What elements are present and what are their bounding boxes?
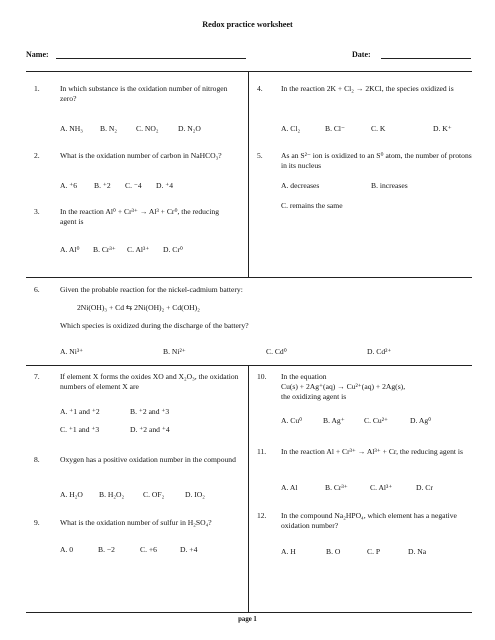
question-6-prompt: Which species is oxidized during the discharge of the battery? bbox=[60, 321, 249, 330]
option-c[interactable]: C. P bbox=[367, 547, 381, 556]
divider-top bbox=[26, 71, 472, 72]
name-field[interactable] bbox=[56, 58, 246, 59]
question-text: If element X forms the oxides XO and X₂O₃, the oxidation numbers of element X are bbox=[60, 372, 239, 392]
question-number: 11. bbox=[257, 447, 267, 456]
question-number: 8. bbox=[34, 455, 40, 464]
answer-options-11 bbox=[281, 483, 433, 493]
option-c[interactable]: C. NO₂ bbox=[136, 124, 159, 133]
option-a[interactable]: A. Cl₂ bbox=[281, 124, 301, 133]
page-number: page 1 bbox=[238, 616, 257, 623]
option-b[interactable]: B. O bbox=[326, 547, 341, 556]
answer-options-10 bbox=[281, 416, 431, 426]
page-title: Redox practice worksheet bbox=[202, 20, 293, 29]
question-number: 9. bbox=[34, 518, 40, 527]
option-b[interactable]: B. H₂O₂ bbox=[99, 490, 125, 499]
option-a[interactable]: A. Al bbox=[281, 483, 298, 492]
answer-options-4 bbox=[281, 124, 452, 134]
question-text: In the reaction Al + Cr³⁺ → Al³⁺ + Cr, the reducing agent is bbox=[281, 447, 463, 456]
option-d[interactable]: D. Na bbox=[408, 547, 427, 556]
option-d[interactable]: D. Cr⁰ bbox=[163, 245, 183, 254]
option-a[interactable]: A. decreases bbox=[281, 181, 320, 190]
answer-options-1 bbox=[60, 124, 201, 134]
option-d[interactable]: D. N₂O bbox=[178, 124, 201, 133]
option-b[interactable]: B. Cr³⁺ bbox=[325, 483, 348, 492]
question-number: 10. bbox=[257, 372, 267, 381]
question-text: What is the oxidation number of sulfur in H₂SO₄? bbox=[60, 518, 212, 527]
option-a[interactable]: A. H₂O bbox=[60, 490, 83, 499]
question-number: 4. bbox=[257, 84, 263, 93]
question-10 bbox=[257, 372, 467, 382]
option-b[interactable]: B. ⁺2 and ⁺3 bbox=[130, 407, 170, 416]
answer-options-9 bbox=[60, 545, 197, 555]
question-3 bbox=[34, 207, 230, 227]
answer-options-8 bbox=[60, 490, 205, 500]
date-field[interactable] bbox=[381, 58, 471, 59]
option-c[interactable]: C. ⁺1 and ⁺3 bbox=[60, 425, 100, 434]
option-c[interactable]: C. Al³⁺ bbox=[370, 483, 393, 492]
option-c[interactable]: C. Cd⁰ bbox=[266, 347, 287, 356]
question-9 bbox=[34, 518, 244, 528]
answer-options-7-row2 bbox=[60, 425, 170, 435]
question-number: 2. bbox=[34, 151, 40, 160]
option-b[interactable]: B. increases bbox=[371, 181, 408, 190]
option-a[interactable]: A. H bbox=[281, 547, 296, 556]
question-11 bbox=[257, 447, 463, 457]
question-text: As an S²⁻ ion is oxidized to an S⁰ atom, the number of protons in its nucleus bbox=[281, 151, 472, 171]
option-d[interactable]: D. IO₂ bbox=[185, 490, 205, 499]
option-b[interactable]: B. N₂ bbox=[100, 124, 117, 133]
option-d[interactable]: D. ⁺2 and ⁺4 bbox=[130, 425, 170, 434]
option-c[interactable]: C. OF₂ bbox=[143, 490, 165, 499]
answer-options-7-row1 bbox=[60, 407, 169, 417]
option-c[interactable]: C. ⁻4 bbox=[125, 181, 142, 190]
option-a[interactable]: A. ⁺6 bbox=[60, 181, 78, 190]
question-2 bbox=[34, 151, 224, 161]
question-text: In the equation bbox=[281, 372, 327, 381]
question-number: 6. bbox=[34, 285, 40, 294]
question-number: 7. bbox=[34, 372, 40, 381]
option-a[interactable]: A. Ni³⁺ bbox=[60, 347, 84, 356]
question-12 bbox=[257, 511, 472, 531]
question-number: 12. bbox=[257, 511, 267, 520]
question-number: 3. bbox=[34, 207, 40, 216]
option-d[interactable]: D. Ag⁰ bbox=[410, 416, 432, 425]
answer-options-5-row2 bbox=[281, 201, 343, 211]
option-b[interactable]: B. Ni²⁺ bbox=[163, 347, 186, 356]
column-divider-lower bbox=[248, 365, 249, 612]
question-number: 5. bbox=[257, 151, 263, 160]
option-c[interactable]: C. Al³⁺ bbox=[127, 245, 150, 254]
option-d[interactable]: D. Cr bbox=[416, 483, 433, 492]
option-d[interactable]: D. K⁺ bbox=[433, 124, 452, 133]
question-6 bbox=[34, 285, 464, 295]
question-text: Given the probable reaction for the nickel-cadmium battery: bbox=[60, 285, 243, 294]
question-number: 1. bbox=[34, 84, 40, 93]
option-a[interactable]: A. Cu⁰ bbox=[281, 416, 303, 425]
question-1 bbox=[34, 84, 240, 104]
option-b[interactable]: B. Ag⁺ bbox=[323, 416, 345, 425]
option-a[interactable]: A. Al⁰ bbox=[60, 245, 80, 254]
question-text: In the reaction Al⁰ + Cr³⁺ → Al³ + Cr⁰, the reducing agent is bbox=[60, 207, 220, 227]
option-a[interactable]: A. ⁺1 and ⁺2 bbox=[60, 407, 100, 416]
answer-options-6 bbox=[60, 347, 391, 357]
reaction-equation: Cu(s) + 2Ag⁺(aq) → Cu²⁺(aq) + 2Ag(s), bbox=[281, 382, 406, 391]
option-c[interactable]: C. +6 bbox=[140, 545, 157, 554]
option-a[interactable]: A. NH₃ bbox=[60, 124, 83, 133]
divider-bottom bbox=[26, 612, 472, 613]
question-text: In which substance is the oxidation number of nitrogen zero? bbox=[60, 84, 228, 104]
question-text: In the reaction 2K + Cl₂ → 2KCl, the species oxidized is bbox=[281, 84, 454, 93]
option-c[interactable]: C. remains the same bbox=[281, 201, 343, 210]
option-d[interactable]: D. ⁺4 bbox=[156, 181, 174, 190]
answer-options-5-row1 bbox=[281, 181, 408, 191]
option-d[interactable]: D. Cd²⁺ bbox=[367, 347, 392, 356]
option-c[interactable]: C. K bbox=[371, 124, 386, 133]
option-b[interactable]: B. −2 bbox=[98, 545, 115, 554]
reaction-equation: 2Ni(OH)₃ + Cd ⇆ 2Ni(OH)₂ + Cd(OH)₂ bbox=[77, 303, 200, 312]
column-divider-upper bbox=[248, 71, 249, 277]
question-7 bbox=[34, 372, 239, 392]
answer-options-12 bbox=[281, 547, 426, 557]
question-4 bbox=[257, 84, 472, 94]
question-text: Oxygen has a positive oxidation number in the compound bbox=[60, 455, 236, 464]
option-a[interactable]: A. 0 bbox=[60, 545, 74, 554]
name-label: Name: bbox=[26, 50, 49, 59]
question-8 bbox=[34, 455, 239, 465]
answer-options-3 bbox=[60, 245, 183, 255]
question-text: In the compound Na₂HPO₄, which element has a negative oxidation number? bbox=[281, 511, 457, 531]
option-b[interactable]: B. Cl⁻ bbox=[325, 124, 346, 133]
answer-options-2 bbox=[60, 181, 173, 191]
date-label: Date: bbox=[352, 50, 371, 59]
option-b[interactable]: B. ⁺2 bbox=[94, 181, 111, 190]
question-5 bbox=[257, 151, 472, 171]
divider-middle-top bbox=[26, 277, 472, 278]
question-10-tail: the oxidizing agent is bbox=[281, 392, 347, 401]
option-c[interactable]: C. Cu²⁺ bbox=[364, 416, 389, 425]
option-b[interactable]: B. Cr³⁺ bbox=[93, 245, 116, 254]
option-d[interactable]: D. +4 bbox=[180, 545, 198, 554]
question-text: What is the oxidation number of carbon in NaHCO₃? bbox=[60, 151, 222, 160]
divider-middle-bottom bbox=[26, 365, 472, 366]
